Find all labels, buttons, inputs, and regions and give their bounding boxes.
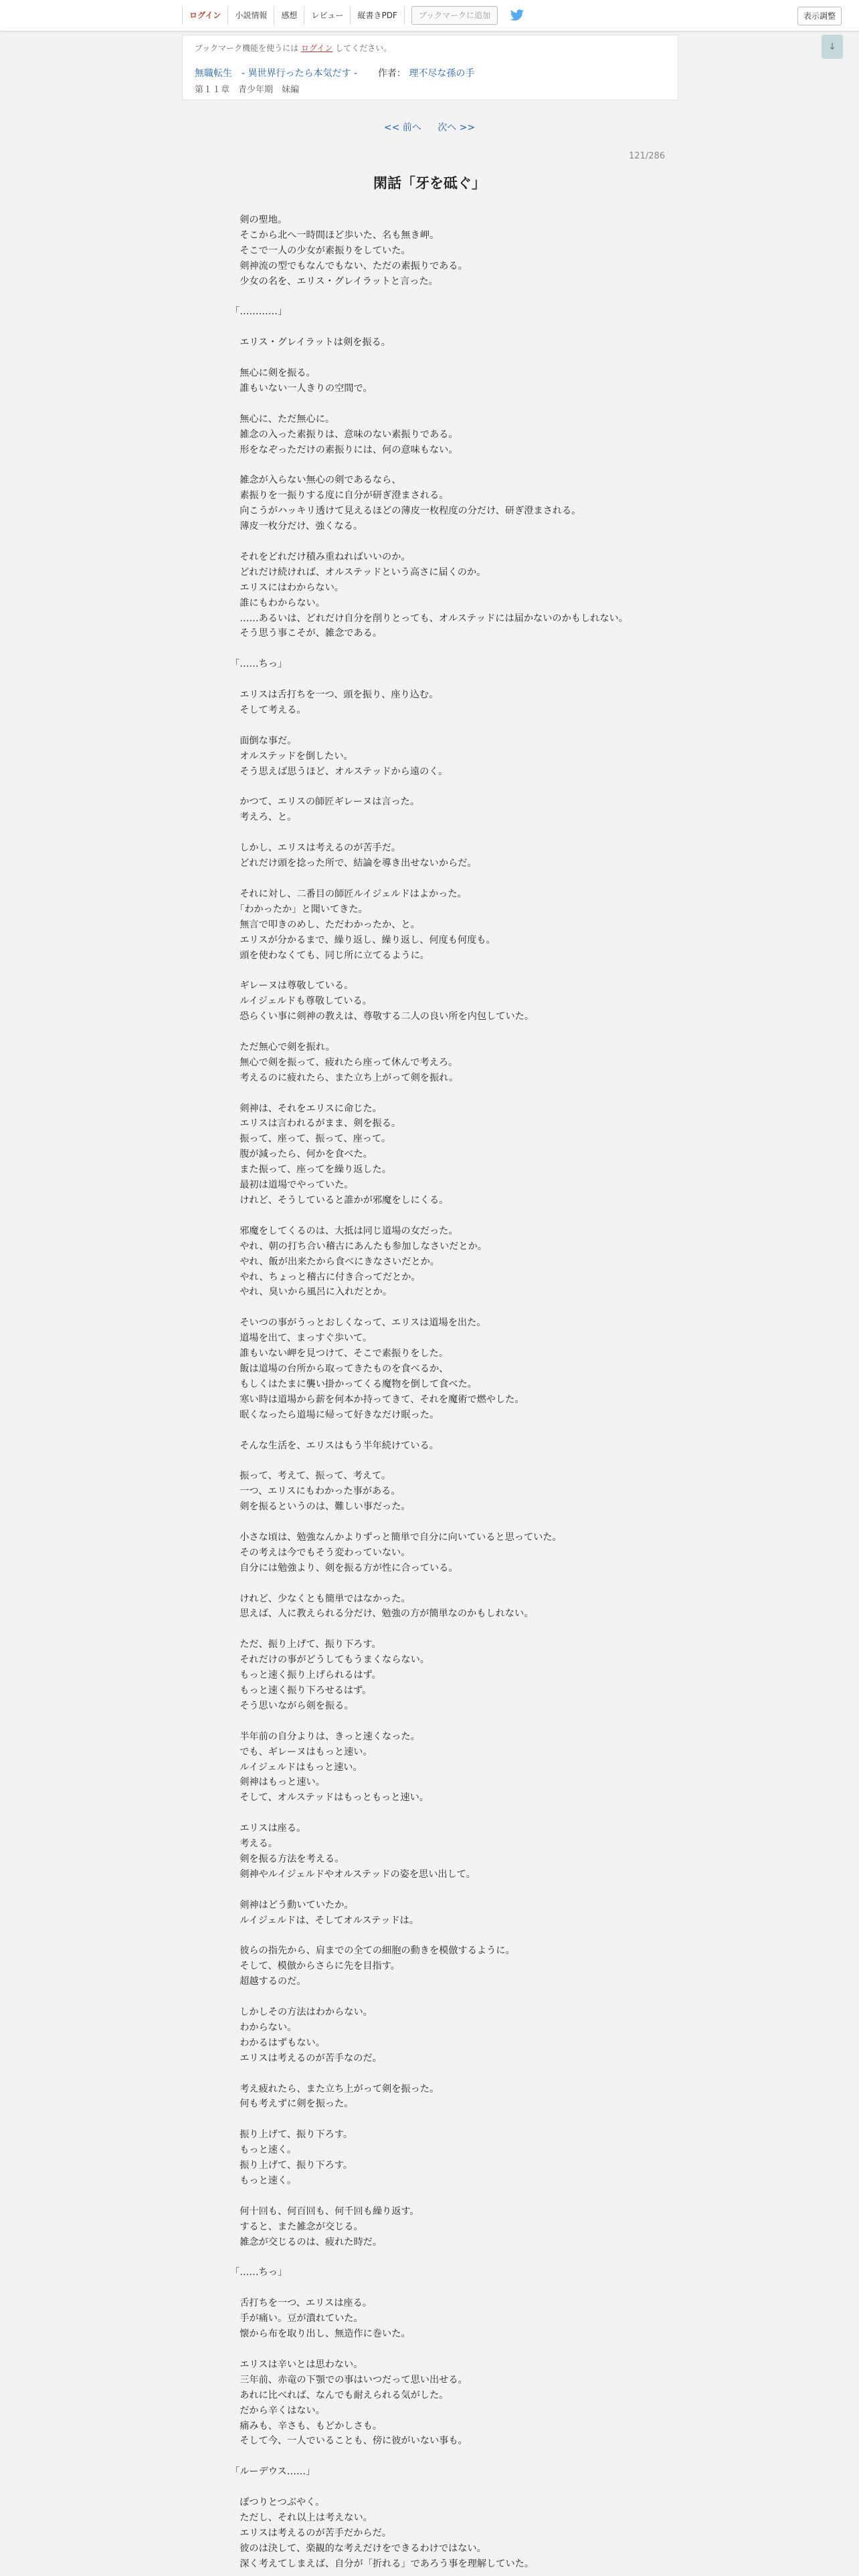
series-title-link[interactable]: 無職転生 - 異世界行ったら本気だす - bbox=[195, 68, 358, 79]
episode-title: 閑話「牙を砥ぐ」 bbox=[373, 175, 486, 191]
series-line bbox=[195, 66, 474, 80]
display-settings-button[interactable]: 表示調整 bbox=[797, 7, 842, 25]
nav-impressions-link[interactable]: 感想 bbox=[274, 6, 304, 25]
prev-page-link[interactable]: << 前へ bbox=[383, 122, 421, 133]
scroll-down-button[interactable]: ↓ bbox=[822, 35, 843, 59]
add-bookmark-button[interactable]: ブックマークに追加 bbox=[411, 6, 498, 25]
novel-info-box bbox=[182, 35, 678, 100]
nav-novel-info-link[interactable]: 小説情報 bbox=[228, 6, 274, 25]
bookmark-login-note bbox=[195, 42, 391, 53]
nav-login-link[interactable]: ログイン bbox=[182, 6, 228, 25]
twitter-bird-icon[interactable] bbox=[510, 7, 526, 23]
author-label: 作者： bbox=[377, 68, 406, 79]
bookmark-note-text: ブックマーク機能を使うには bbox=[195, 43, 299, 53]
bookmark-note-text-end: してください。 bbox=[335, 43, 392, 53]
main-nav bbox=[182, 6, 526, 25]
page-number: 121/286 bbox=[629, 151, 666, 161]
novel-body-text: 剣の聖地。 そこから北へ一時間ほど歩いた、名も無き岬。 そこで一人の少女が素振りをしていた。 剣神流の型でもなんでもない、ただの素振りである。 少女の名を、エリス・グレイラットと言った。 「…………」 エリス・グレイラットは剣を振る。 無心に剣を振る。 誰もいない一人きりの空間で。 無心に、ただ無心に。 雑念の入った素振りは、意味のない素振りである。 形をなぞっただけの素振りには、何の意味もない。 雑念が入らない無心の剣であるなら、 素振りを一振りする度に自分が研ぎ澄まされる。 向こうがハッキリ透けて見えるほどの薄皮一枚程度の分だけ、研ぎ澄まされる。 薄皮一枚分だけ、強くなる。 それをどれだけ積み重ねればいいのか。 どれだけ続ければ、オルステッドという高さに届くのか。 エリスにはわからない。 誰にもわからない。 ……あるいは、どれだけ自分を削りとっても、オルステッドには届かないのかもしれない。 そう思う事こそが、雑念である。 「……ちっ」 エリスは舌打ちを一つ、頭を振り、座り込む。 そして考える。 面倒な事だ。 オルステッドを倒したい。 そう思えば思うほど、オルステッドから遠のく。 かつて、エリスの師匠ギレーヌは言った。 考えろ、と。 しかし、エリスは考えるのが苦手だ。 どれだけ頭を捻った所で、結論を導き出せないからだ。 それに対し、二番目の師匠ルイジェルドはよかった。 「わかったか」と聞いてきた。 無言で叩きのめし、ただわかったか、と。 エリスが分かるまで、繰り返し、繰り返し、何度も何度も。 頭を使わなくても、同じ所に立てるように。 ギレーヌは尊敬している。 ルイジェルドも尊敬している。 恐らくい事に剣神の教えは、尊敬する二人の良い所を内包していた。 ただ無心で剣を振れ。 無心で剣を振って、疲れたら座って休んで考えろ。 考えるのに疲れたら、また立ち上がって剣を振れ。 剣神は、それをエリスに命じた。 エリスは言われるがまま、剣を振る。 振って、座って、振って、座って。 腹が減ったら、何かを食べた。 また振って、座ってを繰り返した。 最初は道場でやっていた。 けれど、そうしていると誰かが邪魔をしにくる。 邪魔をしてくるのは、大抵は同じ道場の女だった。 やれ、朝の打ち合い稽古にあんたも参加しなさいだとか。 やれ、飯が出来たから食べにきなさいだとか。 やれ、ちょっと稽古に付き合ってだとか。 やれ、臭いから風呂に入れだとか。 そいつの事がうっとおしくなって、エリスは道場を出た。 道場を出て、まっすぐ歩いて。 誰もいない岬を見つけて、そこで素振りをした。 飯は道場の台所から取ってきたものを食べるか、 もしくはたまに襲い掛かってくる魔物を倒して食べた。 寒い時は道場から薪を何本か持ってきて、それを魔術で燃やした。 眠くなったら道場に帰って好きなだけ眠った。 そんな生活を、エリスはもう半年続けている。 振って、考えて、振って、考えて。 一つ、エリスにもわかった事がある。 剣を振るというのは、難しい事だった。 小さな頃は、勉強なんかよりずっと簡単で自分に向いていると思っていた。 その考えは今でもそう変わっていない。 自分には勉強より、剣を振る方が性に合っている。 けれど、少なくとも簡単ではなかった。 思えば、人に教えられる分だけ、勉強の方が簡単なのかもしれない。 ただ、振り上げて、振り下ろす。 それだけの事がどうしてもうまくならない。 もっと速く振り上げられるはず。 もっと速く振り下ろせるはず。 そう思いながら剣を振る。 半年前の自分よりは、きっと速くなった。 でも、ギレーヌはもっと速い。 ルイジェルドはもっと速い。 剣神はもっと速い。 そして、オルステッドはもっともっと速い。 エリスは座る。 考える。 剣を振る方法を考える。 剣神やルイジェルドやオルステッドの姿を思い出して。 剣神はどう動いていたか。 ルイジェルドは、そしてオルステッドは。 彼らの指先から、肩までの全ての細胞の動きを模倣するように。 そして、模倣からさらに先を目指す。 超越するのだ。 しかしその方法はわからない。 わからない。 わかるはずもない。 エリスは考えるのが苦手なのだ。 考え疲れたら、また立ち上がって剣を振った。 何も考えずに剣を振った。 振り上げて、振り下ろす。 もっと速く。 振り上げて、振り下ろす。 もっと速く。 何十回も、何百回も、何千回も繰り返す。 すると、また雑念が交じる。 雑念が交じるのは、疲れた時だ。 「……ちっ」 舌打ちを一つ、エリスは座る。 手が痛い。豆が潰れていた。 懐から布を取り出し、無造作に巻いた。 エリスは辛いとは思わない。 三年前、赤竜の下顎での事はいつだって思い出せる。 あれに比べれば、なんでも耐えられる気がした。 だから辛くはない。 痛みも、辛さも、もどかしさも。 そして今、一人でいることも、傍に彼がいない事も。 「ルーデウス……」 ぽつりとつぶやく。 ただし、それ以上は考えない。 エリスは考えるのが苦手だからだ。 彼のは決して、楽観的な考えだけをできるわけではない。 深く考えてしまえば、自分が「折れる」であろう事を理解していた。 bbox=[230, 215, 628, 2569]
nav-vertical-pdf-link[interactable]: 縦書きPDF bbox=[351, 6, 404, 25]
next-page-link[interactable]: 次へ >> bbox=[438, 122, 476, 133]
top-navigation-bar bbox=[0, 0, 859, 31]
nav-review-link[interactable]: レビュー bbox=[304, 6, 351, 25]
chapter-title: 第１１章 青少年期 妹編 bbox=[195, 85, 300, 95]
author-link[interactable]: 理不尽な孫の手 bbox=[409, 68, 475, 79]
pager bbox=[0, 120, 859, 134]
bookmark-login-link[interactable]: ログイン bbox=[301, 43, 333, 53]
